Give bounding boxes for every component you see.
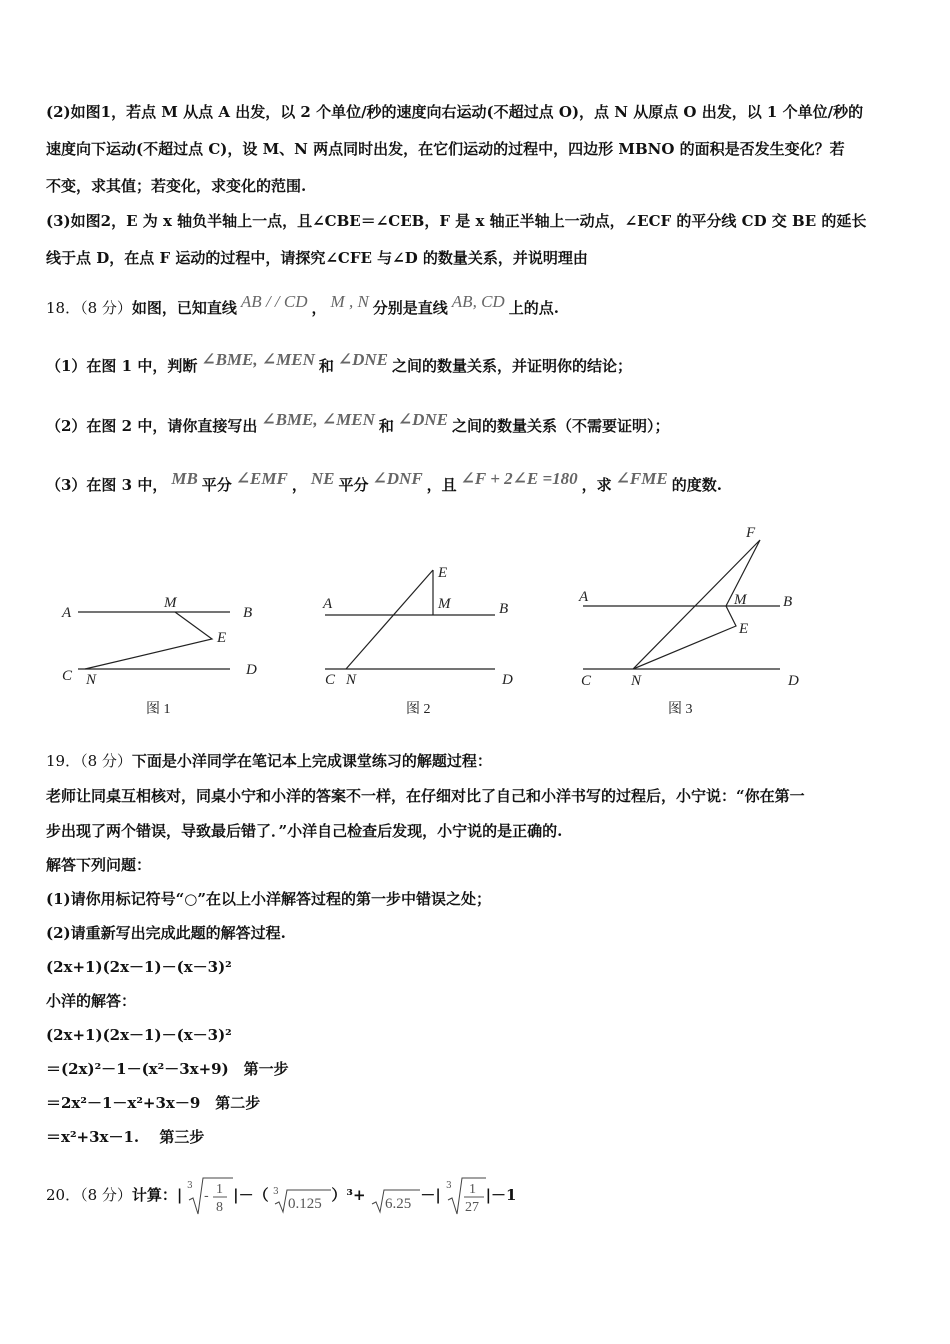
figure-3 <box>583 540 780 669</box>
fig1-label-n: N <box>86 672 97 688</box>
fraction-denominator: 8 <box>216 1200 224 1215</box>
q18-sub3-text: （3）在图 3 中， <box>46 476 168 494</box>
fig1-label-m: M <box>164 595 177 611</box>
q17-part3-line1: (3)如图2，E 为 x 轴负半轴上一点，且∠CBE＝∠CEB，F 是 x 轴正半轴上一动点，∠ECF 的平分线 CD 交 BE 的延长 <box>46 212 867 230</box>
q19-number: 19．（8 分） <box>46 752 132 770</box>
cube-root-one-twentyseventh <box>446 1175 486 1216</box>
math-ab-parallel-cd: AB / / CD <box>240 292 308 311</box>
q18-sub2-text: 之间的数量关系（不需要证明）； <box>452 417 670 435</box>
q19-line5: (2)请重新写出完成此题的解答过程. <box>46 924 286 942</box>
fig1-label-d: D <box>246 662 257 678</box>
math-angle-dne: ∠DNE <box>337 350 388 369</box>
fig3-label-n: N <box>631 673 642 689</box>
fig3-label-f: F <box>746 525 756 541</box>
fig2-caption: 图 2 <box>406 702 431 717</box>
q19-line4: (1)请你用标记符号“○”在以上小洋解答过程的第一步中错误之处； <box>46 890 491 908</box>
q18-sub3 <box>46 469 722 495</box>
radical-sign-icon <box>446 1176 486 1216</box>
radicand: 6.25 <box>385 1196 412 1212</box>
math-angles: ∠BME, ∠MEN <box>201 350 315 369</box>
math-mn: M , N <box>330 292 369 311</box>
fig2-label-a: A <box>323 596 333 612</box>
q17-part2-line2: 速度向下运动(不超过点 C)，设 M、N 两点同时出发，在它们运动的过程中，四边形 MBNO 的面积是否发生变化？若 <box>46 140 845 158</box>
q20-text: ）³+ <box>331 1186 366 1204</box>
math-angle-fme: ∠FME <box>615 469 668 488</box>
q18-sub3-text: ， <box>291 476 307 494</box>
radicand: 0.125 <box>288 1196 323 1212</box>
q20-text: 计算：| <box>131 1186 183 1204</box>
q18-stem <box>46 292 559 318</box>
fig1-caption: 图 1 <box>146 702 171 717</box>
math-angle-equation: ∠F + 2∠E =180 <box>460 469 578 488</box>
math-angle-dne: ∠DNE <box>397 410 448 429</box>
math-ne: NE <box>310 469 335 488</box>
fig2-label-n: N <box>346 672 357 688</box>
q20-stem <box>46 1175 516 1219</box>
q19-intro: 下面是小洋同学在笔记本上完成课堂练习的解题过程： <box>131 752 492 770</box>
q19-answer-expression: (2x+1)(2x－1)－(x－3)² <box>46 1026 232 1044</box>
fig3-label-a: A <box>579 589 589 605</box>
q19-line2: 步出现了两个错误，导致最后错了．”小洋自己检查后发现，小宁说的是正确的. <box>46 822 563 840</box>
q17-part2-line3: 不变，求其值；若变化，求变化的范围. <box>46 177 307 195</box>
cube-root-neg-one-eighth <box>187 1175 233 1216</box>
fig2-label-m: M <box>438 596 451 612</box>
math-ab-cd: AB, CD <box>451 292 505 311</box>
q20-text: |－1 <box>485 1186 517 1204</box>
q18-sub2-text: （2）在图 2 中，请你直接写出 <box>46 417 258 435</box>
fig2-segment-en <box>346 570 433 669</box>
fig1-label-b: B <box>243 605 253 621</box>
fig1-label-c: C <box>62 668 73 684</box>
q17-part3-line2: 线于点 D，在点 F 运动的过程中，请探究∠CFE 与∠D 的数量关系，并说明理由 <box>46 249 588 267</box>
q18-sub3-text: 平分 <box>338 476 369 494</box>
fig3-label-b: B <box>783 594 793 610</box>
fig3-label-c: C <box>581 673 592 689</box>
radical-sign-icon <box>187 1176 233 1216</box>
figure-1 <box>78 612 230 669</box>
fraction-denominator: 27 <box>464 1200 479 1215</box>
q19-line3: 解答下列问题： <box>46 856 152 874</box>
root-index: 3 <box>445 1181 452 1191</box>
q20-number: 20．（8 分） <box>46 1186 132 1204</box>
fig1-label-a: A <box>62 605 72 621</box>
root-index: 3 <box>187 1181 193 1191</box>
q18-sub3-text: ，求 <box>581 476 612 494</box>
root-index: 3 <box>273 1187 280 1197</box>
math-angles: ∠BME, ∠MEN <box>261 410 375 429</box>
fig2-label-e: E <box>438 565 448 581</box>
fig3-label-e: E <box>739 621 749 637</box>
cube-root-0125 <box>273 1175 331 1216</box>
q18-sub1-text: 之间的数量关系，并证明你的结论； <box>392 357 633 375</box>
q18-sub3-text: 的度数. <box>671 476 722 494</box>
fig1-polyline-men <box>85 612 212 669</box>
radical-sign-icon <box>370 1176 420 1216</box>
q19-answer-title: 小洋的解答： <box>46 992 137 1010</box>
math-mb: MB <box>171 469 198 488</box>
fig1-label-e: E <box>217 630 227 646</box>
q19-line1: 老师让同桌互相核对，同桌小宁和小洋的答案不一样，在仔细对比了自己和小洋书写的过程后，小宁说：“你在第一 <box>46 787 805 805</box>
q18-sub2-text: 和 <box>378 417 394 435</box>
q18-sub1-text: （1）在图 1 中，判断 <box>46 357 198 375</box>
q20-text: －| <box>420 1186 441 1204</box>
fraction-numerator: 1 <box>216 1182 224 1197</box>
q19-step-2: ＝2x²－1－x²+3x－9 第二步 <box>46 1094 261 1112</box>
q19-step-3: ＝x²+3x－1. 第三步 <box>46 1128 205 1146</box>
fig3-label-m: M <box>734 592 747 608</box>
q18-number: 18．（8 分） <box>46 299 132 317</box>
math-angle-emf: ∠EMF <box>235 469 288 488</box>
q18-text: 如图，已知直线 <box>131 299 237 317</box>
fig3-segment-men <box>633 606 736 669</box>
q19-expression: (2x+1)(2x－1)－(x－3)² <box>46 958 232 976</box>
q18-sub1-text: 和 <box>318 357 334 375</box>
fig3-label-d: D <box>788 673 799 689</box>
minus-sign: - <box>204 1188 209 1204</box>
q17-part2-line1: (2)如图1，若点 M 从点 A 出发，以 2 个单位/秒的速度向右运动(不超过点 O)，点 N 从原点 O 出发，以 1 个单位/秒的 <box>46 103 864 121</box>
q18-sub3-text: 平分 <box>201 476 232 494</box>
fig2-label-d: D <box>502 672 513 688</box>
q18-text: 分别是直线 <box>372 299 448 317</box>
fraction-numerator: 1 <box>468 1182 476 1197</box>
fig2-label-c: C <box>325 672 336 688</box>
figure-2 <box>325 570 495 669</box>
math-angle-dnf: ∠DNF <box>372 469 423 488</box>
q18-figures <box>40 520 920 730</box>
q20-text: |－（ <box>233 1186 269 1204</box>
fig2-label-b: B <box>499 601 509 617</box>
radical-sign-icon <box>273 1176 331 1216</box>
q19-stem <box>46 751 492 771</box>
q18-sub3-text: ，且 <box>426 476 457 494</box>
q18-text: 上的点. <box>508 299 559 317</box>
fig3-caption: 图 3 <box>668 702 693 717</box>
q18-sub2 <box>46 410 670 436</box>
q18-sub1 <box>46 350 632 376</box>
square-root-625 <box>370 1175 420 1216</box>
q18-text: ， <box>311 299 327 317</box>
q19-step-1: ＝(2x)²－1－(x²－3x+9) 第一步 <box>46 1060 289 1078</box>
